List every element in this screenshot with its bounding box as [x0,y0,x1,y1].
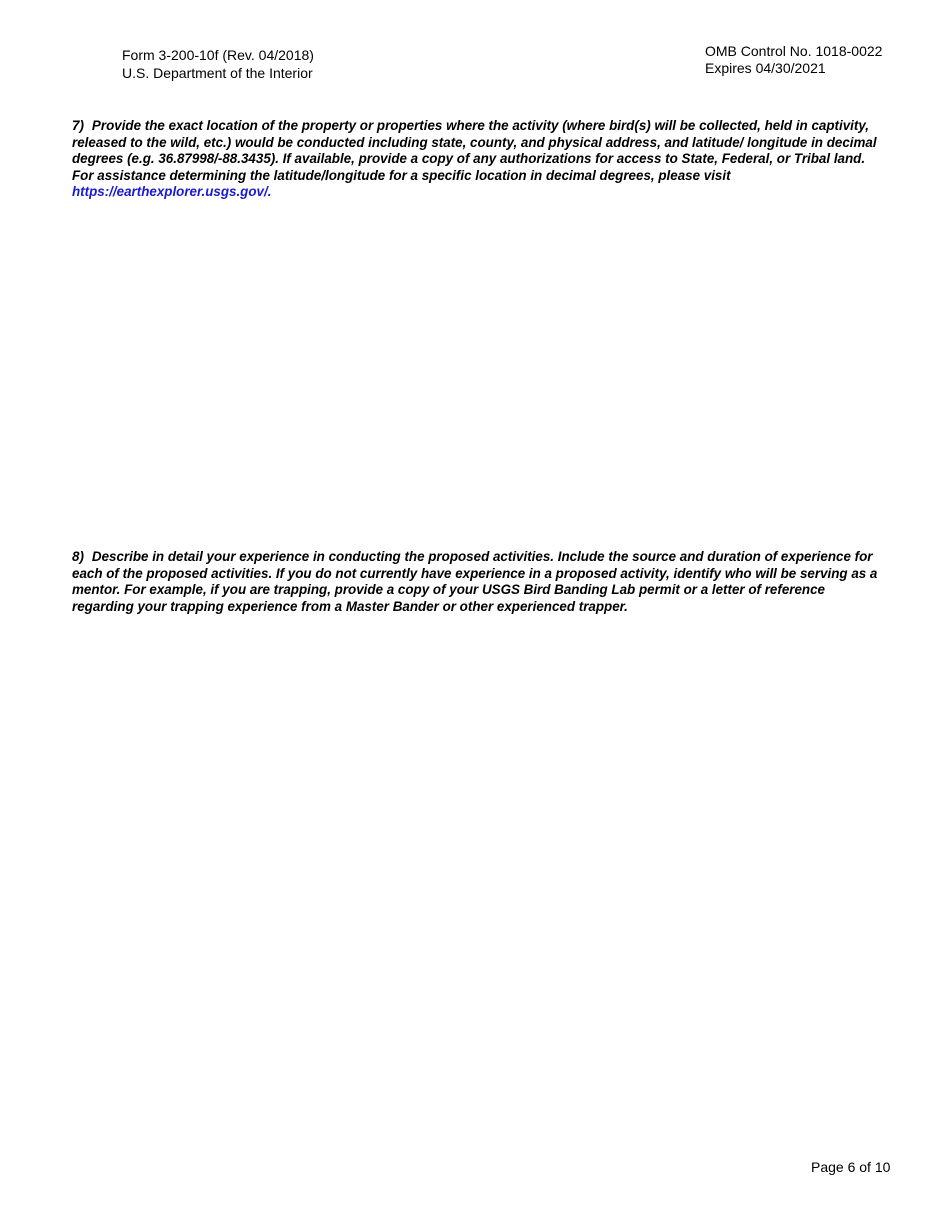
form-number: Form 3-200-10f (Rev. 04/2018) [122,47,314,63]
question-7 [72,118,887,201]
omb-control-number: OMB Control No. 1018-0022 [705,43,883,59]
question-7-answer-field[interactable] [72,210,891,539]
question-8-number: 8) [72,549,84,564]
department-name: U.S. Department of the Interior [122,65,313,81]
question-8-text: Describe in detail your experience in conducting the proposed activities. Include the source and duration of experience for each of the proposed activities. If you do not currently have experience in a proposed activity, identify who will be serving as a mentor. For example, if you are trapping, provide a copy of your USGS Bird Banding Lab permit or a letter of reference regarding your trapping experience from a Master Bander or other experienced trapper. [72,549,878,614]
earthexplorer-link[interactable]: https://earthexplorer.usgs.gov/. [72,184,272,200]
form-header-left [122,46,314,82]
form-header-right [705,43,882,77]
page-number: Page 6 of 10 [811,1159,891,1175]
question-7-number: 7) [72,118,84,133]
question-7-text: Provide the exact location of the property or properties where the activity (where bird(s) will be collected, held in captivity, released to the wild, etc.) would be conducted including state, county, and physical address, and latitude/ longitude in decimal degrees (e.g. 36.87998/-88.3435). If available, provide a copy of any authorizations for access to State, Federal, or Tribal land. For assistance determining the latitude/longitude for a specific location in decimal degrees, please visit [72,118,877,183]
question-8-answer-field[interactable] [72,625,891,1139]
expiration-date: Expires 04/30/2021 [705,60,826,76]
question-8 [72,549,887,615]
